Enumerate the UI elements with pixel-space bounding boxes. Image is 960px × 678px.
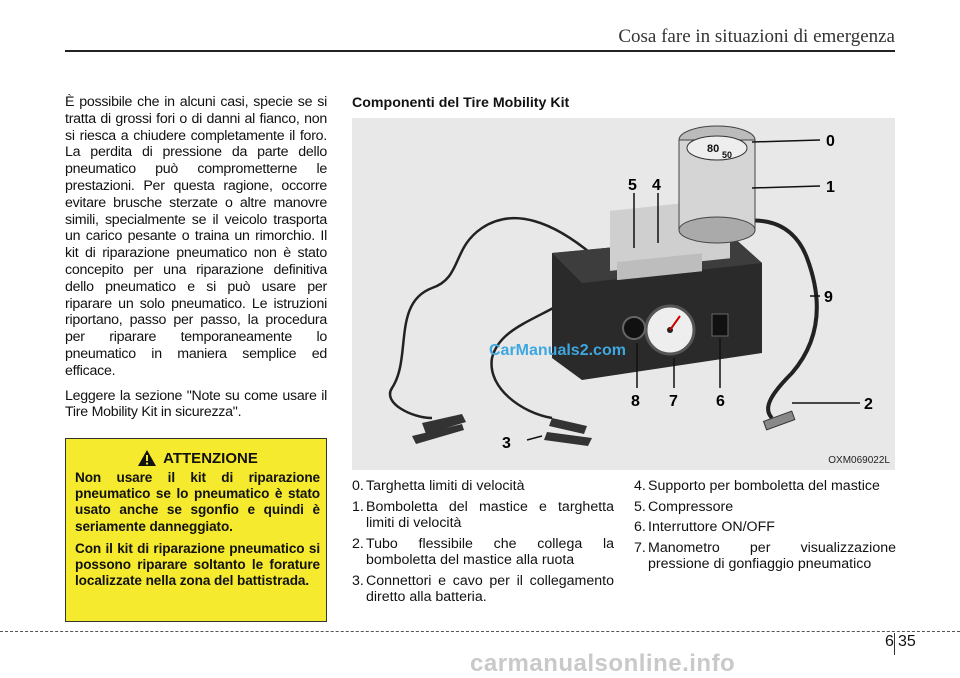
section-title: Componenti del Tire Mobility Kit [352, 95, 570, 111]
list-item [352, 478, 614, 495]
running-header: Cosa fare in situazioni di emergenza [618, 26, 895, 47]
battery-clamp-left [412, 414, 466, 444]
figure-caption: OXM069022L [828, 455, 890, 466]
intro-text [65, 94, 327, 429]
list-item-number: 5. [634, 498, 646, 515]
list-item-number: 1. [352, 498, 364, 515]
callout-8: 8 [631, 393, 640, 410]
callout-0: 0 [826, 133, 835, 150]
callout-7: 7 [669, 393, 678, 410]
warning-paragraph: Non usare il kit di riparazione pneumatico se lo pneumatico è stato usato anche se sgonfio e quindi è seriamente danneggiato. [75, 470, 320, 534]
callout-4: 4 [652, 177, 661, 194]
callout-3: 3 [502, 435, 511, 452]
callout-9: 9 [824, 289, 833, 306]
list-item-number: 6. [634, 519, 646, 535]
list-item-text: Manometro per visualizzazione pressione di gonfiaggio pneumatico [648, 539, 896, 572]
list-item [352, 573, 614, 606]
site-watermark: CarManuals2.com [489, 342, 626, 359]
callout-5: 5 [628, 177, 637, 194]
list-item-text: Supporto per bomboletta del mastice [648, 478, 880, 494]
tire-kit-figure [352, 118, 895, 470]
callout-1: 1 [826, 179, 835, 196]
callout-6: 6 [716, 393, 725, 410]
list-item-number: 4. [634, 478, 646, 494]
list-item-text: Targhetta limiti di velocità [366, 478, 525, 494]
list-item-number: 7. [634, 539, 646, 556]
chapter-number: 6 [885, 633, 894, 650]
list-item-text: Interruttore ON/OFF [648, 519, 775, 535]
list-item-text: Connettori e cavo per il collegamento diretto alla batteria. [366, 572, 614, 605]
list-item-text: Tubo flessibile che collega la bomboletta del mastice alla ruota [366, 535, 614, 568]
components-list-right [634, 478, 896, 577]
warning-box [65, 438, 327, 622]
list-item [634, 540, 896, 573]
footer-watermark: carmanualsonline.info [470, 650, 736, 677]
list-item [634, 519, 896, 536]
page-separator [894, 633, 895, 655]
list-item [634, 478, 896, 495]
intro-paragraph-note: Leggere la sezione "Note su come usare il Tire Mobility Kit in sicurezza". [65, 387, 327, 421]
intro-paragraph: È possibile che in alcuni casi, specie se si tratta di grossi fori o di danni al fianco, non si riesca a chiudere completamente il foro. La perdita di pressione da parte dello pneumatico può comprometterne le prestazioni. Per questa ragione, occorre evitare brusche sterzate o altre manovre simili, specialmente se il veicolo trasporta un carico pesante o traina un rimorchio. Il kit di riparazione pneumatico non è stato concepito per una riparazione definitiva dello pneumatico e si può usare per riparare un solo pneumatico. Le istruzioni riportano, passo per passo, la procedura per riparare temporaneamente lo pneumatico in maniera semplice ed efficace. [65, 94, 327, 379]
list-item [352, 536, 614, 569]
warning-triangle-icon [137, 449, 157, 467]
warning-title: ATTENZIONE [163, 449, 258, 467]
list-item-text: Bomboletta del mastice e targhetta limiti di velocità [366, 498, 614, 531]
list-item-number: 3. [352, 572, 364, 589]
list-item [634, 499, 896, 516]
gauge-label-50: 50 [722, 150, 733, 160]
header-rule [65, 50, 895, 52]
warning-header [75, 449, 320, 467]
tire-kit-illustration [352, 118, 895, 470]
list-item-number: 0. [352, 478, 364, 494]
list-item-text: Compressore [648, 498, 734, 515]
battery-clamp-right [544, 418, 592, 446]
components-list-left [352, 478, 614, 610]
warning-paragraph: Con il kit di riparazione pneumatico si possono riparare soltanto le forature localizzate nella zona del battistrada. [75, 540, 320, 589]
list-item [352, 499, 614, 532]
gauge-label-80: 80 [707, 143, 720, 155]
callout-2: 2 [864, 396, 873, 413]
footer-divider [0, 631, 960, 632]
page-number: 35 [898, 633, 916, 650]
list-item-number: 2. [352, 535, 364, 552]
